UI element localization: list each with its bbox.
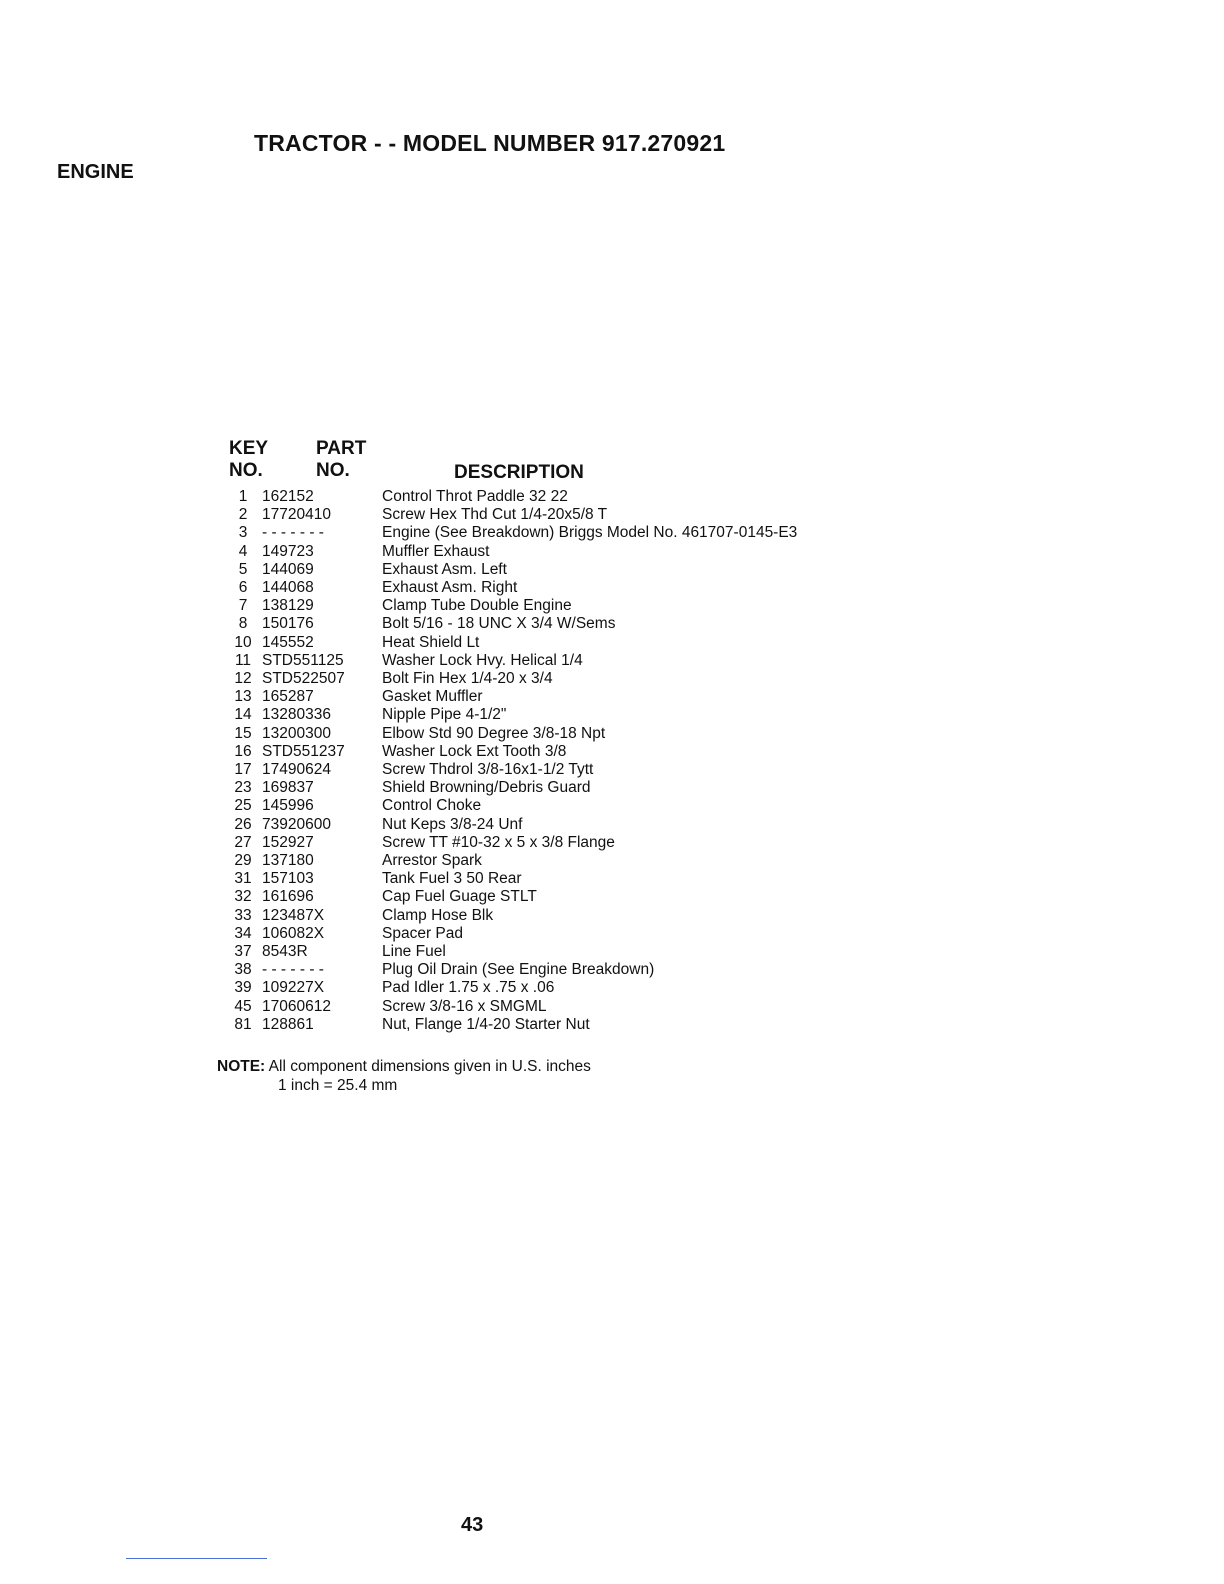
- table-row: [224, 979, 864, 997]
- key-no-cell: 11: [234, 651, 252, 669]
- description-cell: Plug Oil Drain (See Engine Breakdown): [382, 961, 655, 979]
- table-row: [224, 961, 864, 979]
- key-no-cell: 14: [234, 706, 252, 724]
- note: [217, 1057, 591, 1095]
- part-no-cell: 149723: [262, 542, 314, 560]
- description-cell: Washer Lock Hvy. Helical 1/4: [382, 651, 583, 669]
- description-cell: Screw 3/8-16 x SMGML: [382, 997, 547, 1015]
- key-no-cell: 1: [238, 488, 248, 505]
- description-cell: Heat Shield Lt: [382, 633, 480, 651]
- table-row: [224, 779, 864, 797]
- table-row: [224, 834, 864, 852]
- table-row: [224, 615, 864, 633]
- table-row: [224, 797, 864, 815]
- table-row: [224, 907, 864, 925]
- table-row: [224, 706, 864, 724]
- part-no-cell: 137180: [262, 852, 314, 870]
- description-cell: Cap Fuel Guage STLT: [382, 888, 537, 906]
- key-no-cell: 16: [234, 742, 252, 760]
- key-no-cell: 39: [234, 979, 252, 997]
- table-row: [224, 1016, 864, 1034]
- description-cell: Bolt 5/16 - 18 UNC X 3/4 W/Sems: [382, 615, 616, 633]
- part-no-cell: 144069: [262, 560, 314, 578]
- key-no-cell: 4: [238, 542, 248, 560]
- description-cell: Elbow Std 90 Degree 3/8-18 Npt: [382, 724, 606, 742]
- table-row: [224, 943, 864, 961]
- table-row: [224, 816, 864, 834]
- part-no-cell: 138129: [262, 597, 314, 615]
- part-no-cell: STD551125: [262, 651, 344, 669]
- table-row: [224, 998, 864, 1016]
- description-cell: Exhaust Asm. Right: [382, 579, 518, 597]
- key-no-cell: 32: [234, 888, 252, 906]
- description-cell: Muffler Exhaust: [382, 542, 490, 560]
- part-no-cell: 145996: [262, 797, 314, 815]
- table-row: [224, 488, 864, 506]
- page-number: 43: [461, 1514, 484, 1536]
- bottom-rule: [126, 1558, 267, 1559]
- key-no-cell: 23: [234, 779, 252, 797]
- description-cell: Exhaust Asm. Left: [382, 560, 507, 578]
- part-no-cell: STD522507: [262, 670, 345, 688]
- part-no-cell: 165287: [262, 688, 314, 706]
- key-no-cell: 38: [234, 961, 252, 979]
- table-row: [224, 579, 864, 597]
- description-cell: Tank Fuel 3 50 Rear: [382, 870, 522, 888]
- part-no-cell: 13280336: [262, 706, 331, 724]
- description-cell: Pad Idler 1.75 x .75 x .06: [382, 979, 555, 997]
- part-no-cell: 17060612: [262, 997, 331, 1015]
- part-no-header: [316, 438, 366, 482]
- part-no-cell: 17490624: [262, 761, 331, 779]
- key-no-cell: 33: [234, 906, 252, 924]
- part-no-cell: - - - - - - -: [262, 524, 324, 542]
- part-no-cell: 13200300: [262, 724, 331, 742]
- table-row: [224, 506, 864, 524]
- page-title: TRACTOR - - MODEL NUMBER 917.270921: [254, 130, 726, 156]
- key-no-cell: 34: [234, 924, 252, 942]
- table-row: [224, 670, 864, 688]
- part-no-cell: 144068: [262, 579, 314, 597]
- part-no-cell: 169837: [262, 779, 314, 797]
- description-cell: Arrestor Spark: [382, 852, 482, 870]
- key-no-cell: 31: [234, 870, 252, 888]
- description-cell: Control Throt Paddle 32 22: [382, 488, 568, 505]
- key-no-cell: 6: [238, 579, 248, 597]
- key-no-cell: 25: [234, 797, 252, 815]
- part-no-cell: 150176: [262, 615, 314, 633]
- table-row: [224, 761, 864, 779]
- part-no-cell: 8543R: [262, 943, 308, 961]
- description-cell: Screw TT #10-32 x 5 x 3/8 Flange: [382, 833, 615, 851]
- description-cell: Spacer Pad: [382, 924, 463, 942]
- parts-list: [224, 488, 864, 1034]
- part-no-cell: - - - - - - -: [262, 961, 324, 979]
- key-no-cell: 13: [234, 688, 252, 706]
- part-no-cell: 109227X: [262, 979, 325, 997]
- part-no-cell: 145552: [262, 633, 314, 651]
- description-cell: Gasket Muffler: [382, 688, 483, 706]
- key-no-cell: 26: [234, 815, 252, 833]
- description-cell: Screw Hex Thd Cut 1/4-20x5/8 T: [382, 506, 608, 524]
- table-row: [224, 925, 864, 943]
- description-cell: Nut Keps 3/8-24 Unf: [382, 815, 523, 833]
- description-cell: Screw Thdrol 3/8-16x1-1/2 Tytt: [382, 761, 594, 779]
- part-no-cell: 128861: [262, 1015, 314, 1033]
- part-no-cell: 157103: [262, 870, 314, 888]
- key-no-cell: 8: [238, 615, 248, 633]
- key-no-cell: 5: [238, 560, 248, 578]
- note-label: NOTE:: [217, 1058, 266, 1075]
- key-no-cell: 81: [234, 1015, 252, 1033]
- key-no-cell: 17: [234, 761, 252, 779]
- description-cell: Control Choke: [382, 797, 482, 815]
- key-no-cell: 12: [234, 670, 252, 688]
- key-header-line1: KEY: [229, 438, 269, 459]
- key-no-header: [229, 438, 268, 482]
- table-row: [224, 743, 864, 761]
- key-no-cell: 10: [234, 633, 252, 651]
- description-header: DESCRIPTION: [454, 462, 584, 483]
- part-no-cell: 17720410: [262, 506, 331, 524]
- table-row: [224, 524, 864, 542]
- description-cell: Nut, Flange 1/4-20 Starter Nut: [382, 1015, 590, 1033]
- key-no-cell: 27: [234, 833, 252, 851]
- part-no-cell: 123487X: [262, 906, 325, 924]
- table-row: [224, 870, 864, 888]
- description-cell: Bolt Fin Hex 1/4-20 x 3/4: [382, 670, 553, 688]
- table-row: [224, 852, 864, 870]
- key-no-cell: 2: [238, 506, 248, 524]
- description-cell: Clamp Hose Blk: [382, 906, 494, 924]
- part-no-cell: 73920600: [262, 815, 331, 833]
- description-cell: Shield Browning/Debris Guard: [382, 779, 591, 797]
- key-no-cell: 37: [234, 943, 252, 961]
- description-cell: Line Fuel: [382, 943, 446, 961]
- part-no-cell: 152927: [262, 833, 314, 851]
- table-row: [224, 597, 864, 615]
- table-row: [224, 561, 864, 579]
- table-row: [224, 888, 864, 906]
- section-heading: ENGINE: [57, 161, 134, 183]
- key-no-cell: 29: [234, 852, 252, 870]
- table-row: [224, 725, 864, 743]
- note-line1: All component dimensions given in U.S. inches: [268, 1058, 591, 1075]
- part-no-cell: 161696: [262, 888, 314, 906]
- part-no-cell: 162152: [262, 488, 314, 505]
- key-no-cell: 15: [234, 724, 252, 742]
- key-no-cell: 3: [238, 524, 248, 542]
- part-no-cell: STD551237: [262, 742, 345, 760]
- description-cell: Nipple Pipe 4-1/2": [382, 706, 507, 724]
- description-cell: Washer Lock Ext Tooth 3/8: [382, 742, 567, 760]
- part-header-line1: PART: [316, 438, 367, 459]
- table-row: [224, 543, 864, 561]
- description-cell: Clamp Tube Double Engine: [382, 597, 572, 615]
- key-no-cell: 45: [234, 997, 252, 1015]
- key-no-cell: 7: [238, 597, 248, 615]
- part-no-cell: 106082X: [262, 924, 325, 942]
- table-row: [224, 688, 864, 706]
- table-row: [224, 634, 864, 652]
- key-header-line2: NO.: [229, 460, 263, 481]
- table-row: [224, 652, 864, 670]
- part-header-line2: NO.: [316, 460, 350, 481]
- description-cell: Engine (See Breakdown) Briggs Model No. 461707-0145-E3: [382, 524, 798, 542]
- note-line2: 1 inch = 25.4 mm: [278, 1077, 398, 1094]
